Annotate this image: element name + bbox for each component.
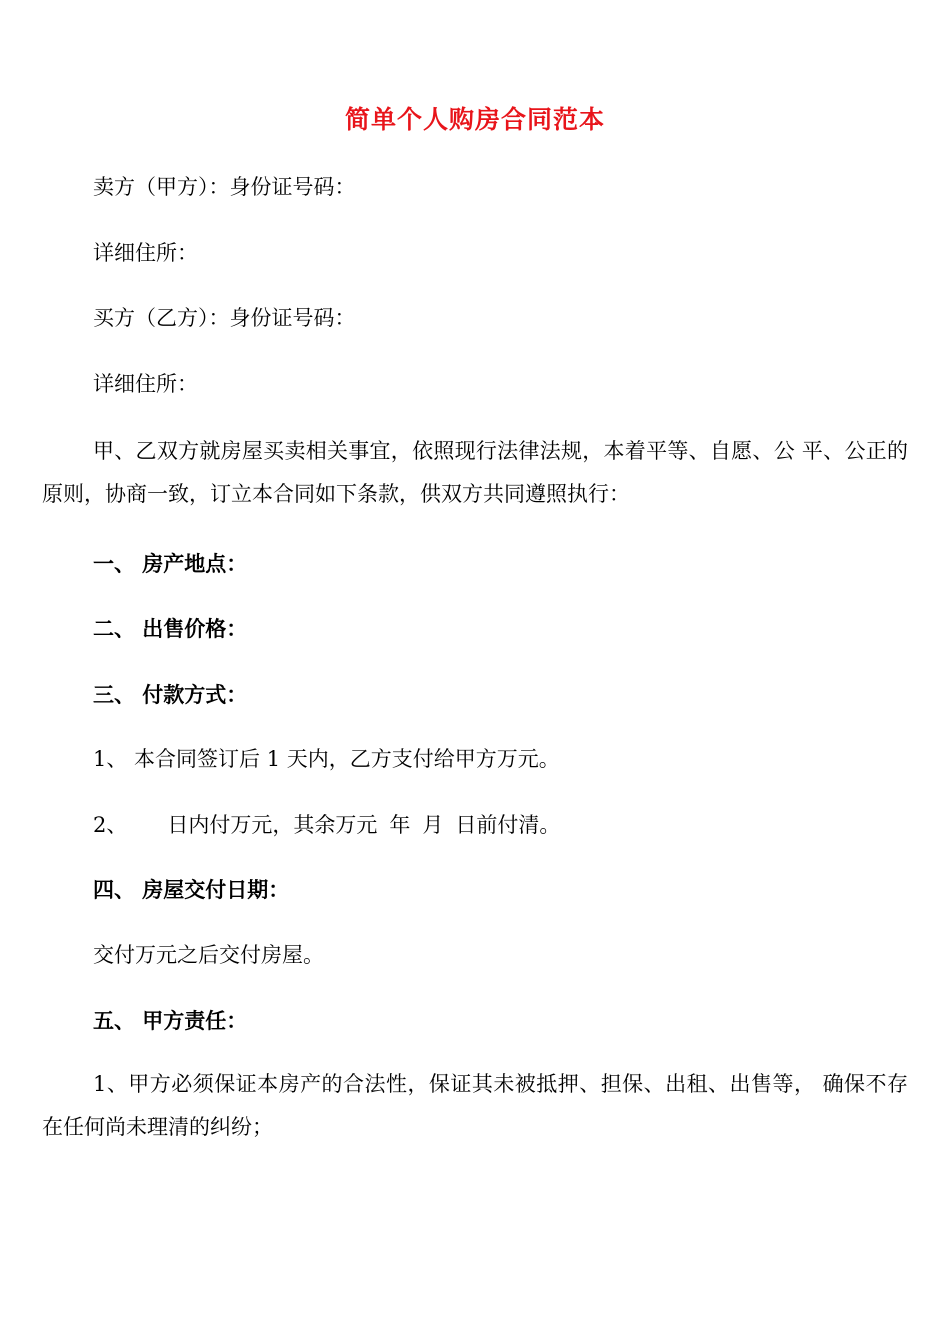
section-4-heading: 四、 房屋交付日期： <box>93 877 290 902</box>
section-3-item-2 <box>93 810 560 840</box>
buyer-address-line: 详细住所： <box>93 372 198 396</box>
seller-address-line: 详细住所： <box>93 241 198 265</box>
section-3-heading: 三、 付款方式： <box>93 682 248 707</box>
section-3-item-2-year: 年 <box>389 813 411 837</box>
section-3-item-2-number: 2、 <box>93 813 128 837</box>
section-3-item-2-day: 日前付清。 <box>455 813 561 837</box>
section-2-heading: 二、 出售价格： <box>93 616 248 641</box>
section-3-item-1: 1、 本合同签订后 1 天内，乙方支付给甲方万元。 <box>93 747 560 771</box>
seller-line: 卖方（甲方）：身份证号码： <box>93 175 356 199</box>
section-3-item-2-text-a: 日内付万元，其余万元 <box>167 813 378 837</box>
buyer-line: 买方（乙方）：身份证号码： <box>93 306 356 330</box>
document-title: 简单个人购房合同范本 <box>344 105 605 134</box>
section-5-item-1: 1、甲方必须保证本房产的合法性，保证其未被抵押、担保、出租、出售等， 确保不存在任何尚未理清的纠纷； <box>42 1072 908 1139</box>
preamble-paragraph: 甲、乙双方就房屋买卖相关事宜，依照现行法律法规，本着平等、自愿、公 平、公正的原则，协商一致，订立本合同如下条款，供双方共同遵照执行： <box>42 439 908 506</box>
section-5-heading: 五、 甲方责任： <box>93 1008 248 1033</box>
section-4-text: 交付万元之后交付房屋。 <box>93 943 324 967</box>
section-1-heading: 一、 房产地点： <box>93 551 248 576</box>
section-3-item-2-month: 月 <box>422 813 444 837</box>
